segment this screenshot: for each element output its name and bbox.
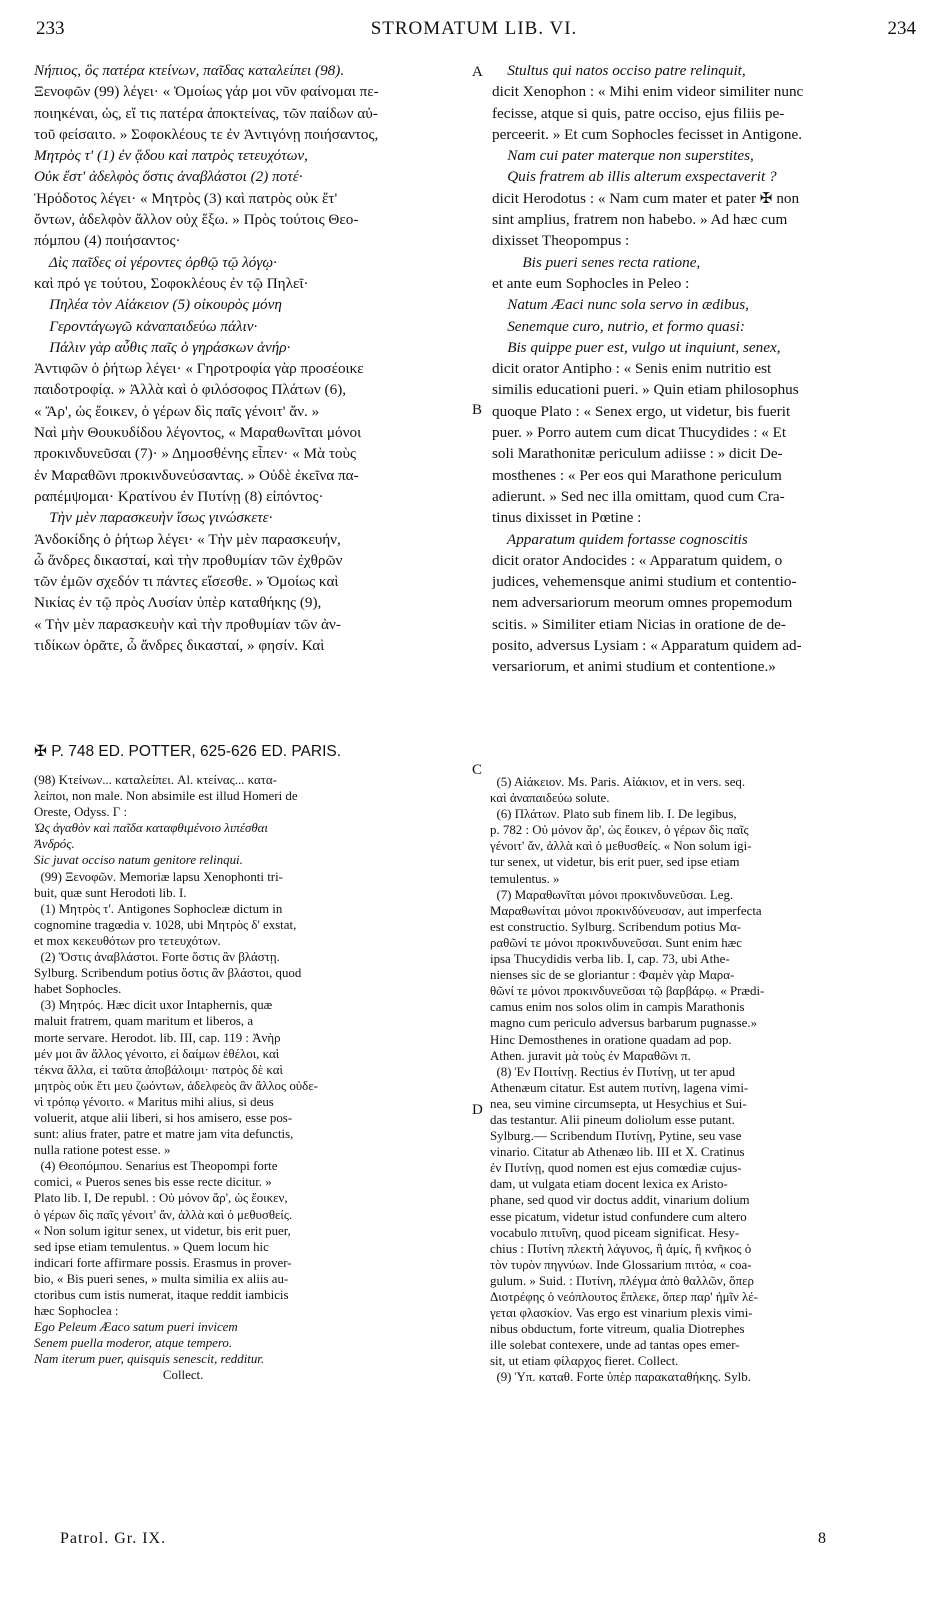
- edition-page-reference: ✠ P. 748 ED. POTTER, 625-626 ED. PARIS.: [34, 743, 342, 760]
- footnote-line: Athenæum citatur. Est autem πυτίνη, lagena vimi-: [490, 1080, 749, 1095]
- latin-text-line: perceerit. » Et cum Sophocles fecisset in Antigone.: [492, 125, 802, 143]
- page-number-right: 234: [887, 18, 916, 39]
- margin-letter-b: B: [472, 402, 483, 418]
- footnote-line: ἐν Πυτίνῃ, quod nomen est ejus comœdiæ cujus-: [490, 1161, 742, 1176]
- footnote-line: ctoribus cum istis numerat, itaque reddit iambicis: [34, 1288, 289, 1302]
- greek-text-line: παιδοτροφίᾳ. » Ἀλλὰ καὶ ὁ φιλόσοφος Πλάτων (6),: [34, 381, 347, 399]
- footnote-line: Sic juvat occiso natum genitore relinqui.: [34, 853, 243, 868]
- running-header: [22, 18, 926, 44]
- footnote-line: Collect.: [34, 1368, 204, 1383]
- footnote-line: Μαραθωνίται μόνοι προκινδύνευσαν, aut imperfecta: [490, 903, 762, 918]
- footnote-line: dam, ut vulgata etiam docent lexica ex Aristo-: [490, 1177, 728, 1192]
- footnote-line: habet Sophocles.: [34, 982, 122, 997]
- greek-text-line: Οὐκ ἔστ' ἀδελφὸς ὅστις ἀναβλάστοι (2) ποτέ·: [34, 168, 303, 186]
- footnote-line: esse picatum, videtur istud confundere cum altero: [490, 1209, 747, 1224]
- footnote-line: bio, « Bis pueri senes, » multa similia ex aliis au-: [34, 1271, 289, 1286]
- footnote-line: ipsa Thucydidis verba lib. I, cap. 73, ubi Athe-: [490, 952, 730, 967]
- footnote-line: (6) Πλάτων. Plato sub finem lib. I. De legibus,: [490, 807, 737, 822]
- greek-text-line: ὄντων, ἀδελφὸν ἄλλον οὐχ ἕξω. » Πρὸς τούτοις Θεο-: [34, 211, 359, 229]
- footnote-line: morte servare. Herodot. lib. III, cap. 119 : Ἀνὴρ: [34, 1030, 281, 1045]
- footnote-line: nulla ratione potest esse. »: [34, 1143, 171, 1158]
- greek-text-line: Πηλέα τὸν Αἰάκειον (5) οἰκουρὸς μόνη: [34, 296, 282, 314]
- footnote-line: indicari forte affirmare possis. Erasmus in prover-: [34, 1255, 292, 1270]
- greek-text-line: Μητρὸς τ' (1) ἐν ᾅδου καὶ πατρὸς τετευχότων,: [34, 147, 308, 165]
- footnote-line: Hinc Demosthenes in oratione quadam ad pop.: [490, 1032, 732, 1047]
- footnote-line: tur senex, ut videtur, bis erit puer, sed ipse etiam: [490, 855, 740, 870]
- footnote-line: Oreste, Odyss. Γ :: [34, 805, 128, 820]
- footnotes-left-column: [34, 772, 464, 1384]
- latin-text-line: soli Marathonitæ periculum adiisse : » dicit De-: [492, 445, 783, 463]
- greek-text-line: Πάλιν γὰρ αὖθις παῖς ὁ γηράσκων ἀνήρ·: [34, 338, 291, 356]
- footnote-line: (9) Ὑπ. καταθ. Forte ὑπὲρ παρακαταθήκης. Sylb.: [490, 1370, 751, 1385]
- latin-text-line: Natum Æaci nunc sola servo in ædibus,: [492, 296, 749, 314]
- latin-text-line: Bis quippe puer est, vulgo ut inquiunt, senex,: [492, 338, 781, 356]
- footnote-line: phane, sed quod vir doctus addit, vinarium dolium: [490, 1193, 750, 1208]
- footnote-line: τέκνα ἄλλα, εἰ ταῦτα ἀποβάλοιμι· πατρὸς δὲ καὶ: [34, 1062, 283, 1077]
- footnote-line: sunt: alius frater, patre et matre jam vita defunctis,: [34, 1127, 294, 1142]
- greek-text-line: Ἡρόδοτος λέγει· « Μητρὸς (3) καὶ πατρὸς οὐκ ἔτ': [34, 189, 338, 207]
- footnotes-right-column: [490, 774, 922, 1386]
- latin-text-line: dicit orator Andocides : « Apparatum quidem, o: [492, 551, 783, 569]
- footnote-line: gulum. » Suid. : Πυτίνη, πλέγμα ἀπὸ θαλλῶν, ὅπερ: [490, 1273, 754, 1288]
- footnote-line: voluerit, atque alii liberi, si hos amisero, esse pos-: [34, 1110, 293, 1125]
- footnote-line: γένοιτ' ἄν, ἀλλὰ καὶ ὁ μεθυσθείς. « Non solum igi-: [490, 839, 752, 854]
- latin-text-line: versariorum, et animi studium et contentione.»: [492, 658, 776, 676]
- latin-text-line: Apparatum quidem fortasse cognoscitis: [492, 530, 748, 548]
- latin-text-line: quoque Plato : « Senex ergo, ut videtur, bis fuerit: [492, 402, 791, 420]
- footnote-line: temulentus. »: [490, 871, 560, 886]
- latin-text-line: sint amplius, fratrem non habebo. » Ad hæc cum: [492, 211, 788, 229]
- footnote-line: (98) Κτείνων... καταλείπει. Al. κτείνας... κατα-: [34, 773, 277, 787]
- footnote-line: buit, quæ sunt Herodoti lib. I.: [34, 885, 187, 900]
- greek-text-line: Νήπιος, ὃς πατέρα κτείνων, παῖδας καταλείπει (98).: [34, 62, 345, 79]
- footnote-line: hæc Sophoclea :: [34, 1304, 119, 1319]
- margin-letter-a: A: [472, 64, 483, 80]
- greek-text-line: Νικίας ἐν τῷ πρὸς Λυσίαν ὑπὲρ καταθήκης (9),: [34, 594, 322, 612]
- latin-text-line: Senemque curo, nutrio, et formo quasi:: [492, 317, 745, 335]
- footnote-line: Ἀνδρός.: [34, 837, 75, 852]
- footnote-line: μητρὸς οὐκ ἔτι μευ ζωόντων, ἀδελφεὸς ἂν ἄλλος οὐδε-: [34, 1078, 318, 1093]
- greek-text-column: [34, 60, 464, 656]
- footnote-line: μέν μοι ἂν ἄλλος γένοιτο, εἰ δαίμων ἐθέλοι, καὶ: [34, 1046, 280, 1061]
- latin-text-line: adierunt. » Sed nec illa omittam, quod cum Cra-: [492, 487, 785, 505]
- footnote-line: (4) Θεοπόμπου. Senarius est Theopompi forte: [34, 1159, 278, 1174]
- footer-signature: Patrol. Gr. IX.: [60, 1530, 167, 1547]
- footnote-line: das testantur. Alii pineum doliolum esse putant.: [490, 1112, 735, 1127]
- footnote-line: ραθῶνί τε μόνοι προκινδυνεῦσαι. Sunt enim hæc: [490, 935, 743, 950]
- greek-text-line: ποιηκέναι, ὡς, εἴ τις πατέρα ἀποκτείνας, τῶν παίδων αὐ-: [34, 104, 378, 122]
- footnote-line: γεται φλασκίον. Vas ergo est vinarium plexis vimi-: [490, 1306, 753, 1321]
- footnote-line: (1) Μητρὸς τ'. Antigones Sophocleæ dictum in: [34, 901, 283, 916]
- footnote-line: maluit fratrem, quam maritum et liberos, a: [34, 1014, 254, 1029]
- footnote-line: τὸν τυρὸν πηγνύων. Inde Glossarium πιτόα, « coa-: [490, 1257, 752, 1272]
- footnote-line: vocabulo πιτυΐνη, quod piceam significat. Hesy-: [490, 1225, 740, 1240]
- footnote-line: Διοτρέφης ὁ νεόπλουτος ἔπλεκε, ὅπερ παρ' ἡμῖν λέ-: [490, 1290, 758, 1304]
- latin-text-line: tinus dixisset in Pœtine :: [492, 509, 642, 527]
- footnote-line: Sylburg. Scribendum potius ὅστις ἂν βλάστοι, quod: [34, 966, 302, 981]
- greek-text-line: πόμπου (4) ποιήσαντος·: [34, 232, 181, 250]
- footnote-line: νὶ τρόπῳ γένοιτο. « Maritus mihi alius, si deus: [34, 1094, 274, 1109]
- footnote-line: Plato lib. I, De republ. : Οὐ μόνον ἄρ', ὡς ἔοικεν,: [34, 1191, 288, 1206]
- greek-text-line: τῶν ἐμῶν σχεδόν τι πάντες εἴσεσθε. » Ὁμοίως καὶ: [34, 573, 339, 591]
- latin-text-line: dicit Xenophon : « Mihi enim videor similiter nunc: [492, 83, 804, 101]
- latin-text-line: Stultus qui natos occiso patre relinquit,: [492, 62, 746, 79]
- footnote-line: p. 782 : Οὐ μόνον ἄρ', ὡς ἔοικεν, ὁ γέρων δὶς παῖς: [490, 823, 749, 838]
- greek-text-line: τοῦ φείσαιτο. » Σοφοκλέους τε ἐν Ἀντιγόνῃ ποιήσαντος,: [34, 125, 379, 143]
- latin-text-line: fecisse, atque si quis, patre occiso, ejus filiis pe-: [492, 104, 785, 122]
- greek-text-line: Δὶς παῖδες οἱ γέροντες ὀρθῷ τῷ λόγῳ·: [34, 253, 277, 271]
- latin-text-line: dixisset Theopompus :: [492, 232, 630, 250]
- margin-letter-d: D: [472, 1102, 483, 1118]
- footnote-line: comici, « Pueros senes bis esse recte dicitur. »: [34, 1175, 272, 1190]
- footnote-line: et mox κεκευθότων pro τετευχότων.: [34, 933, 221, 948]
- latin-text-line: dicit Herodotus : « Nam cum mater et pater ✠ non: [492, 189, 800, 207]
- footnote-line: sit, ut etiam φίλαρχος fieret. Collect.: [490, 1354, 679, 1369]
- footnote-line: (2) Ὅστις ἀναβλάστοι. Forte ὅστις ἂν βλάστῃ.: [34, 950, 280, 965]
- footnote-line: (8) Ἐν Ποιτίνῃ. Rectius ἐν Πυτίνῃ, ut ter apud: [490, 1064, 736, 1079]
- footnote-line: Athen. juravit μὰ τοὺς ἐν Μαραθῶνι π.: [490, 1048, 691, 1063]
- latin-text-line: nem adversariorum meorum omnes propemodum: [492, 594, 793, 612]
- footnote-line: magno cum periculo adversus barbarum pugnasse.»: [490, 1016, 758, 1031]
- greek-text-line: καὶ πρό γε τούτου, Σοφοκλέους ἐν τῷ Πηλεῖ·: [34, 274, 309, 292]
- latin-text-column: [492, 60, 922, 678]
- latin-text-line: mosthenes : « Per eos qui Marathone periculum: [492, 466, 782, 484]
- footnote-line: cognomine tragœdia v. 1028, ubi Μητρὸς δ' exstat,: [34, 917, 297, 932]
- footnote-line: chius : Πυτίνη πλεκτὴ λάγυνος, ἢ ἀμίς, ἢ κνῆκος ὁ: [490, 1241, 752, 1256]
- footnote-line: ὁ γέρων δὶς παῖς γένοιτ' ἄν, ἀλλὰ καὶ ὁ μεθυσθείς.: [34, 1207, 293, 1222]
- footnote-line: camus enim nos solos olim in campis Marathonis: [490, 1000, 745, 1015]
- footnote-line: λείποι, non male. Non absimile est illud Homeri de: [34, 789, 298, 804]
- greek-text-line: Γεροντάγωγῶ κἀναπαιδεύω πάλιν·: [34, 317, 258, 335]
- footnote-line: « Non solum igitur senex, ut videtur, bis erit puer,: [34, 1223, 291, 1238]
- footnote-line: θῶνί τε μόνοι προκινδυνεῦσαι τῷ βαρβάρῳ. « Prædi-: [490, 984, 765, 999]
- latin-text-line: judices, vehemensque animi studium et contentio-: [492, 573, 797, 591]
- greek-text-line: « Τὴν μὲν παρασκευὴν καὶ τὴν προθυμίαν τῶν ἀν-: [34, 615, 341, 633]
- footnote-line: (5) Αἰάκειον. Ms. Paris. Αἰάκιον, et in vers. seq.: [490, 775, 746, 789]
- footnote-line: (7) Μαραθωνῖται μόνοι προκινδυνεῦσαι. Leg.: [490, 887, 734, 902]
- footnote-line: Nam iterum puer, quisquis senescit, redditur.: [34, 1352, 265, 1367]
- footnote-line: Ὡς ἀγαθὸν καὶ παῖδα καταφθιμένοιο λιπέσθαι: [34, 821, 268, 836]
- footnote-line: nea, seu vimine circumsepta, ut Hesychius et Sui-: [490, 1096, 747, 1111]
- footnote-line: ille solebat contexere, unde ad tantas opes emer-: [490, 1338, 740, 1353]
- greek-text-line: « Ἄρ', ὡς ἔοικεν, ὁ γέρων δὶς παῖς γένοιτ' ἄν. »: [34, 402, 320, 420]
- footnote-line: καὶ ἀναπαιδεύω solute.: [490, 791, 610, 806]
- footnote-line: est constructio. Sylburg. Scribendum potius Μα-: [490, 919, 742, 934]
- greek-text-line: τιδίκων ὁρᾶτε, ὦ ἄνδρες δικασταί, » φησίν. Καὶ: [34, 637, 325, 655]
- greek-text-line: ραπέμψομαι· Κρατίνου ἐν Πυτίνῃ (8) εἰπόντος·: [34, 487, 324, 505]
- latin-text-line: Nam cui pater materque non superstites,: [492, 147, 754, 165]
- greek-text-line: Ξενοφῶν (99) λέγει· « Ὁμοίως γάρ μοι νῦν φαίνομαι πε-: [34, 83, 379, 101]
- latin-text-line: Quis fratrem ab illis alterum exspectaverit ?: [492, 168, 777, 186]
- greek-text-line: Τὴν μὲν παρασκευὴν ἴσως γινώσκετε·: [34, 509, 273, 527]
- footnote-line: Ego Peleum Æaco satum pueri invicem: [34, 1320, 238, 1335]
- latin-text-line: et ante eum Sophocles in Peleo :: [492, 274, 690, 292]
- footnote-line: (99) Ξενοφῶν. Memoriæ lapsu Xenophonti tri-: [34, 869, 283, 884]
- footnote-line: nienses sic de se gloriantur : Φαμὲν γὰρ Μαρα-: [490, 968, 735, 983]
- margin-letter-c: C: [472, 762, 483, 778]
- latin-text-line: Bis pueri senes recta ratione,: [492, 253, 701, 271]
- latin-text-line: puer. » Porro autem cum dicat Thucydides : « Et: [492, 424, 787, 442]
- greek-text-line: Ναὶ μὴν Θουκυδίδου λέγοντος, « Μαραθωνῖται μόνοι: [34, 424, 362, 442]
- greek-text-line: ὦ ἄνδρες δικασταί, καὶ τὴν προθυμίαν τῶν ἐχθρῶν: [34, 551, 343, 569]
- latin-text-line: posito, adversus Lysiam : « Apparatum quidem ad-: [492, 637, 802, 655]
- latin-text-line: dicit orator Antipho : « Senis enim nutritio est: [492, 360, 772, 378]
- footnote-line: sed ipse etiam temulentus. » Quem locum hic: [34, 1239, 269, 1254]
- footnote-line: Senem puella moderor, atque tempero.: [34, 1336, 233, 1351]
- footnote-line: Sylburg.— Scribendum Πυτίνῃ, Pytine, seu vase: [490, 1129, 742, 1144]
- page-number-left: 233: [36, 18, 65, 39]
- greek-text-line: Ἀνδοκίδης ὁ ῥήτωρ λέγει· « Τὴν μὲν παρασκευήν,: [34, 530, 341, 548]
- running-title: STROMATUM LIB. VI.: [370, 18, 578, 39]
- footnote-line: (3) Μητρός. Hæc dicit uxor Intaphernis, quæ: [34, 998, 273, 1013]
- footnote-line: vinario. Citatur ab Athenæo lib. III et X. Cratinus: [490, 1145, 745, 1160]
- latin-text-line: similis educationi pueri. » Quin etiam philosophus: [492, 381, 799, 399]
- footnote-line: nibus obductum, forte vitreum, qualia Diotrephes: [490, 1322, 745, 1337]
- greek-text-line: Ἀντιφῶν ὁ ῥήτωρ λέγει· « Γηροτροφία γὰρ προσέοικε: [34, 360, 364, 378]
- greek-text-line: προκινδυνεῦσαι (7)· » Δημοσθένης εἶπεν· « Μὰ τοὺς: [34, 445, 357, 463]
- latin-text-line: scitis. » Similiter etiam Nicias in oratione de de-: [492, 615, 786, 633]
- greek-text-line: ἐν Μαραθῶνι προκινδυνεύσαντας. » Οὐδὲ ἐκεῖνα πα-: [34, 466, 359, 484]
- footer-signature-number: 8: [818, 1530, 826, 1547]
